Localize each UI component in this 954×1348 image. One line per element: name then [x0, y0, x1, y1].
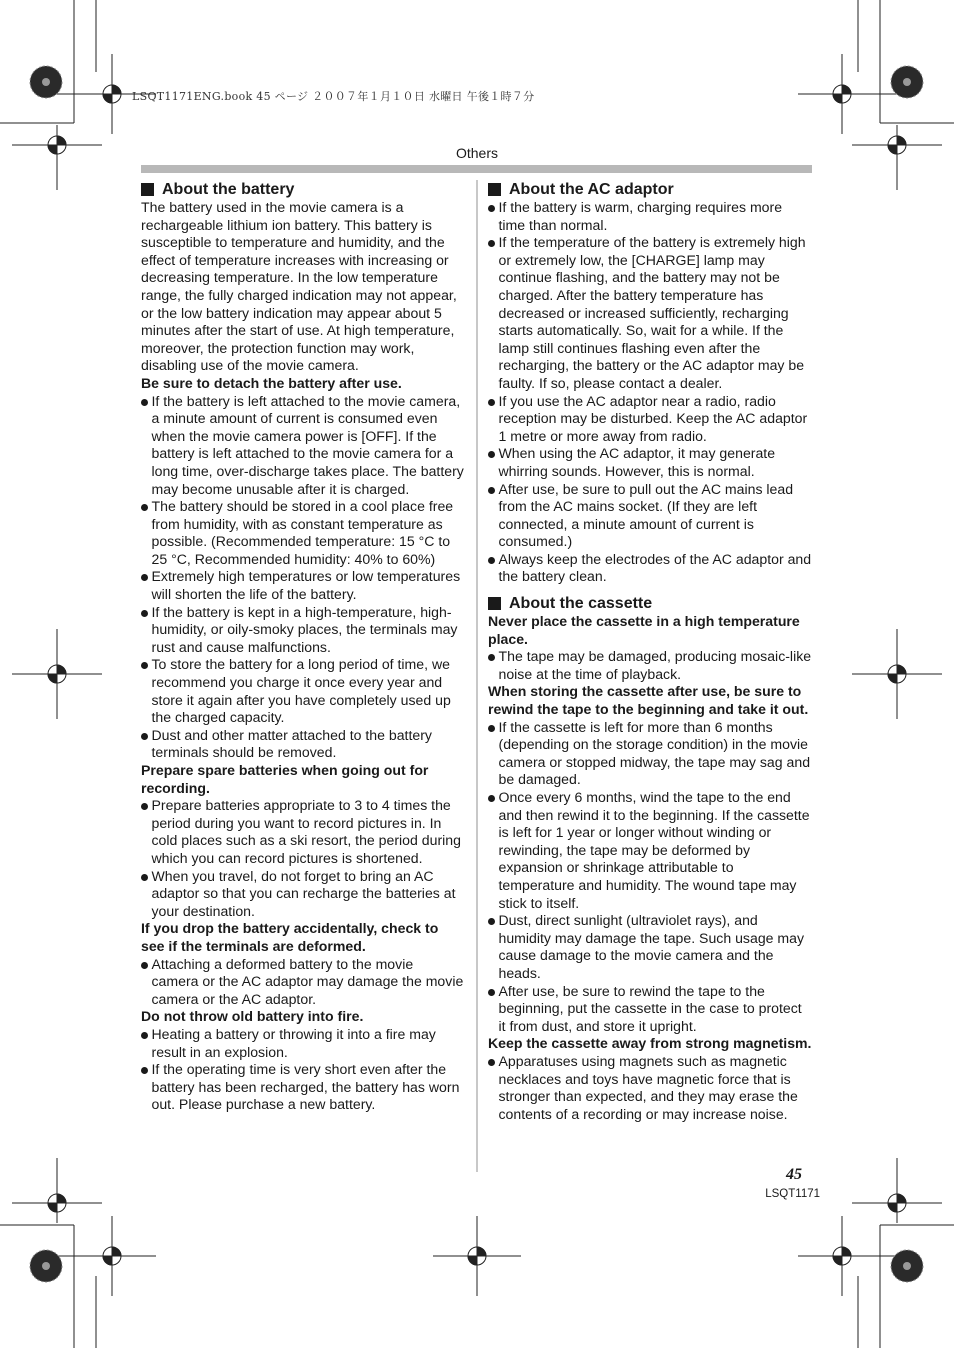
list-item: If the cassette is left for more than 6 months (depending on the storage condition) in the movie camera or stopped midway, the tape may sag and be damaged.: [488, 719, 812, 789]
list-item: If the battery is left attached to the movie camera, a minute amount of current is consumed even when the movie camera power is [OFF]. If the battery is left attached to the movie camera for a long time, over-discharge takes place. The battery may become unusable after it is charged.: [141, 393, 464, 499]
detach-subheading: Be sure to detach the battery after use.: [141, 374, 402, 391]
right-column: [488, 180, 812, 1123]
list-item: Always keep the electrodes of the AC adaptor and the battery clean.: [488, 551, 812, 586]
battery-intro: The battery used in the movie camera is a rechargeable lithium ion battery. This battery is susceptible to temperature and humidity, and the effect of temperature increases with increasing or decreasing temperature. In the low temperature range, the fully charged indication may not appear, or the low battery indication may appear about 5 minutes after the start of use. At high temperature, moreover, the protection function may work, disabling use of the movie camera.: [141, 199, 457, 374]
storing-list: [488, 719, 812, 1036]
list-item: If the operating time is very short even after the battery has been recharged, the battery has worn out. Please purchase a new battery.: [141, 1061, 464, 1114]
list-item: When using the AC adaptor, it may generate whirring sounds. However, this is normal.: [488, 445, 812, 480]
list-item: Apparatuses using magnets such as magnetic necklaces and toys have magnetic force that is stronger than expected, and they may erase the contents of a recording or may increase noise.: [488, 1053, 812, 1123]
drop-subheading: If you drop the battery accidentally, check to see if the terminals are deformed.: [141, 920, 439, 954]
list-item: Attaching a deformed battery to the movie camera or the AC adaptor may damage the movie camera or the AC adaptor.: [141, 956, 464, 1009]
cassette-heading: About the cassette: [488, 594, 812, 613]
list-item: Dust and other matter attached to the battery terminals should be removed.: [141, 727, 464, 762]
list-item: After use, be sure to rewind the tape to the beginning, put the cassette in the case to protect it from dust, and store it upright.: [488, 983, 812, 1036]
left-column: [141, 180, 464, 1114]
spare-subheading: Prepare spare batteries when going out for recording.: [141, 762, 429, 796]
ac-adaptor-list: [488, 199, 812, 586]
fire-subheading: Do not throw old battery into fire.: [141, 1008, 364, 1025]
list-item: If the battery is warm, charging requires more time than normal.: [488, 199, 812, 234]
section-label: Others: [455, 145, 498, 161]
list-item: Once every 6 months, wind the tape to the end and then rewind it to the beginning. If the cassette is left for 1 year or longer without winding or rewinding, the tape may be deformed by expansion or shrinkage attributable to temperature and humidity. The wound tape may stick to itself.: [488, 789, 812, 912]
list-item: When you travel, do not forget to bring an AC adaptor so that you can recharge the batteries at your destination.: [141, 868, 464, 921]
square-bullet-icon: [488, 597, 501, 610]
list-item: The tape may be damaged, producing mosaic-like noise at the time of playback.: [488, 648, 812, 683]
print-header: LSQT1171ENG.book 45 ページ ２００７年１月１０日 水曜日 午後１時７分: [132, 90, 535, 103]
model-code: LSQT1171: [765, 1188, 820, 1200]
magnetism-subheading: Keep the cassette away from strong magnetism.: [488, 1035, 812, 1052]
top-rule: [141, 165, 812, 173]
list-item: If the battery is kept in a high-temperature, high-humidity, or oily-smoky places, the terminals may rust and cause malfunctions.: [141, 604, 464, 657]
ac-adaptor-heading: About the AC adaptor: [488, 180, 812, 199]
battery-heading: About the battery: [141, 180, 464, 199]
square-bullet-icon: [488, 183, 501, 196]
list-item: Prepare batteries appropriate to 3 to 4 times the period during you want to record pictures in. In cold places such as a ski resort, the period during which you can record pictures is shortened.: [141, 797, 464, 867]
list-item: To store the battery for a long period of time, we recommend you charge it once every year and store it again after you have completely used up the charged capacity.: [141, 656, 464, 726]
list-item: The battery should be stored in a cool place free from humidity, with as constant temperature as possible. (Recommended temperature: 15 °C to 25 °C, Recommended humidity: 40% to 60%): [141, 498, 464, 568]
storing-subheading: When storing the cassette after use, be sure to rewind the tape to the beginning and take it out.: [488, 683, 809, 718]
list-item: If you use the AC adaptor near a radio, radio reception may be disturbed. Keep the AC adaptor 1 metre or more away from radio.: [488, 393, 812, 446]
page-number: 45: [786, 1166, 802, 1183]
list-item: Heating a battery or throwing it into a fire may result in an explosion.: [141, 1026, 464, 1061]
temperature-subheading: Never place the cassette in a high temperature place.: [488, 613, 800, 647]
square-bullet-icon: [141, 183, 154, 196]
list-item: After use, be sure to pull out the AC mains lead from the AC mains socket. (If they are left connected, a minute amount of current is consumed.): [488, 481, 812, 551]
list-item: Dust, direct sunlight (ultraviolet rays), and humidity may damage the tape. Such usage may cause damage to the movie camera and the heads.: [488, 912, 812, 982]
temperature-list: [488, 648, 812, 683]
magnetism-list: [488, 1053, 812, 1123]
fire-list: [141, 1026, 464, 1114]
column-divider: [476, 180, 478, 1172]
drop-list: [141, 956, 464, 1009]
spare-list: [141, 797, 464, 920]
list-item: If the temperature of the battery is extremely high or extremely low, the [CHARGE] lamp may continue flashing, and the battery may not be charged. After the battery temperature has decreased or increased sufficiently, recharging starts automatically. So, wait for a while. If the lamp still continues flashing even after the recharging, the battery or the AC adaptor may be faulty. If so, please contact a dealer.: [488, 234, 812, 392]
list-item: Extremely high temperatures or low temperatures will shorten the life of the battery.: [141, 568, 464, 603]
detach-list: [141, 393, 464, 762]
